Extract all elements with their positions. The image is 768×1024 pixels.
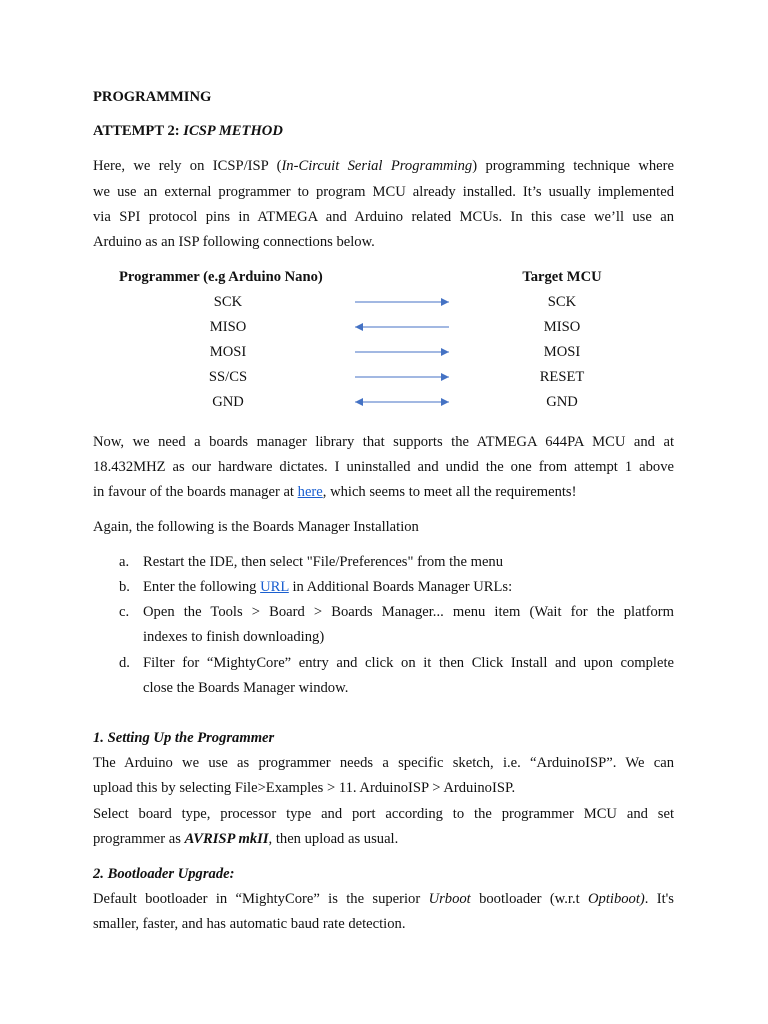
para2-line-2: 18.432MHZ as our hardware dictates. I uninstalled and undid the one from attempt 1 above xyxy=(93,459,674,475)
install-intro: Again, the following is the Boards Manager Installation xyxy=(93,519,419,535)
attempt-method: ICSP METHOD xyxy=(183,123,283,139)
para2-line-1: Now, we need a boards manager library that supports the ATMEGA 644PA MCU and at xyxy=(93,434,674,450)
arrowhead-right-icon xyxy=(441,373,449,381)
arrowhead-right-icon xyxy=(441,398,449,406)
arrowhead-left-icon xyxy=(355,398,363,406)
section1-text: , then upload as usual. xyxy=(268,831,399,847)
step-b-text xyxy=(143,578,674,596)
section2-title: 2. Bootloader Upgrade: xyxy=(93,866,235,882)
page-heading: PROGRAMMING xyxy=(93,89,212,105)
para2-line-3 xyxy=(93,483,576,501)
step-c-line-1: Open the Tools > Board > Boards Manager... menu item (Wait for the platform xyxy=(143,604,674,620)
step-a-text: Restart the IDE, then select "File/Preferences" from the menu xyxy=(143,554,504,570)
arrowhead-right-icon xyxy=(441,298,449,306)
connection-arrows xyxy=(345,290,457,414)
pin-right: SCK xyxy=(547,294,577,310)
url-link[interactable]: URL xyxy=(260,579,289,595)
section1-line-3: Select board type, processor type and port according to the programmer MCU and set xyxy=(93,806,674,822)
section1-line-1: The Arduino we use as programmer needs a specific sketch, i.e. “ArduinoISP”. We can xyxy=(93,755,674,771)
step-c-line-2: indexes to finish downloading) xyxy=(143,629,325,645)
attempt-heading xyxy=(93,122,283,140)
intro-term: In-Circuit Serial Programming xyxy=(281,158,473,174)
boards-manager-link[interactable]: here xyxy=(297,484,323,500)
pin-left: MOSI xyxy=(209,344,247,360)
para2-text: , which seems to meet all the requirements! xyxy=(322,484,577,500)
pin-right: MISO xyxy=(543,319,581,335)
section2-text: Default bootloader in “MightyCore” is the superior xyxy=(93,891,429,907)
pin-left: SCK xyxy=(213,294,243,310)
step-d-line-1: Filter for “MightyCore” entry and click on it then Click Install and upon complete xyxy=(143,655,674,671)
intro-text: Here, we rely on ICSP/ISP ( xyxy=(93,158,282,174)
intro-text: ) programming technique where xyxy=(472,158,674,174)
table-header-target: Target MCU xyxy=(522,269,602,285)
pin-right: MOSI xyxy=(543,344,581,360)
list-marker: d. xyxy=(119,655,130,671)
para2-text: in favour of the boards manager at xyxy=(93,484,298,500)
arrowhead-left-icon xyxy=(355,323,363,331)
section1-title: 1. Setting Up the Programmer xyxy=(93,730,275,746)
step-text: Enter the following xyxy=(143,579,261,595)
intro-line-4: Arduino as an ISP following connections below. xyxy=(93,234,375,250)
section2-line-1 xyxy=(93,890,674,908)
bootloader-compare: Optiboot) xyxy=(588,891,645,907)
programmer-name: AVRISP mkII xyxy=(184,831,269,847)
list-marker: a. xyxy=(119,554,130,570)
pin-left: GND xyxy=(212,394,244,410)
pin-right: GND xyxy=(546,394,578,410)
arrowhead-right-icon xyxy=(441,348,449,356)
list-marker: b. xyxy=(119,579,130,595)
step-d-line-2: close the Boards Manager window. xyxy=(143,680,349,696)
pin-left: MISO xyxy=(209,319,247,335)
intro-line-1 xyxy=(93,157,674,175)
section1-line-2: upload this by selecting File>Examples > 11. ArduinoISP > ArduinoISP. xyxy=(93,780,516,796)
section2-text: bootloader (w.r.t xyxy=(470,891,589,907)
list-marker: c. xyxy=(119,604,130,620)
section1-text: programmer as xyxy=(93,831,185,847)
intro-line-2: we use an external programmer to program MCU already installed. It’s usually implemented xyxy=(93,184,674,200)
pin-left: SS/CS xyxy=(208,369,248,385)
intro-line-3: via SPI protocol pins in ATMEGA and Arduino related MCUs. In this case we’ll use an xyxy=(93,209,674,225)
section2-line-2: smaller, faster, and has automatic baud rate detection. xyxy=(93,916,406,932)
bootloader-name: Urboot xyxy=(428,891,471,907)
step-text: in Additional Boards Manager URLs: xyxy=(288,579,513,595)
table-header-programmer: Programmer (e.g Arduino Nano) xyxy=(119,269,323,285)
pin-right: RESET xyxy=(539,369,585,385)
section2-text: . It's xyxy=(644,891,674,907)
section1-line-4 xyxy=(93,830,398,848)
attempt-label: ATTEMPT 2: xyxy=(93,123,184,139)
